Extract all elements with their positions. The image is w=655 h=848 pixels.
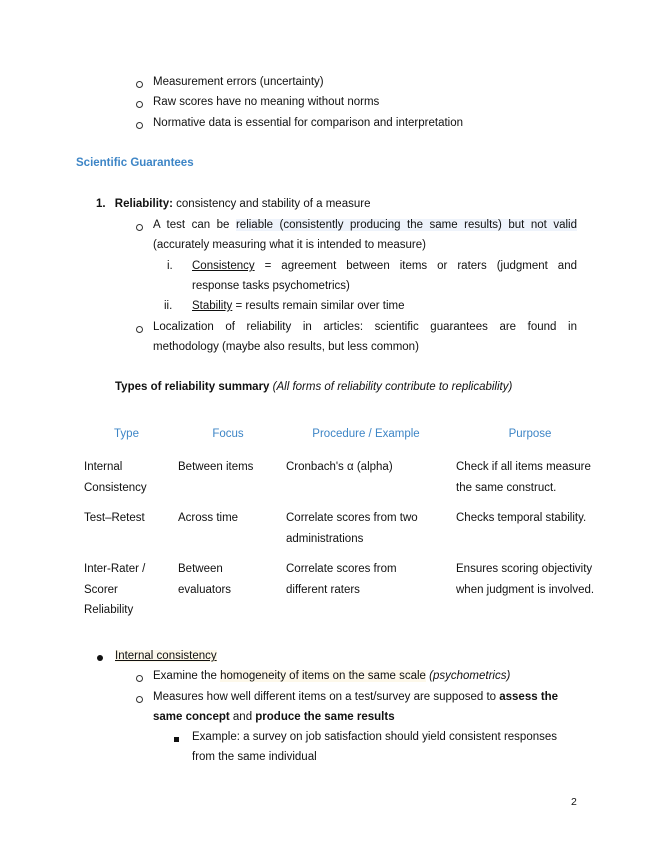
stability-term: Stability — [192, 300, 233, 312]
table-row: Inter-Rater / Scorer Reliability — [84, 563, 146, 616]
homogeneity-line: Examine the homogeneity of items on the same scale (psychometrics) — [153, 670, 511, 682]
table-cell-purpose: Checks temporal stability. — [456, 512, 587, 524]
example-line-1: Example: a survey on job satisfaction should yield consistent responses — [192, 731, 558, 743]
reliable-line-1: A test can be reliable (consistently producing the same results) but not valid — [153, 219, 578, 231]
table-header-purpose: Purpose — [508, 428, 552, 440]
list-number: 1. — [96, 198, 106, 210]
table-cell-purpose: Ensures scoring objectivity when judgment is involved. — [456, 563, 595, 596]
top-bullet-3: Normative data is essential for comparison and interpretation — [153, 117, 464, 129]
bullet-circle-icon — [136, 696, 143, 703]
bullet-circle-icon — [136, 122, 143, 129]
table-cell-procedure: Correlate scores from two administrations — [286, 512, 418, 545]
roman-num-ii: ii. — [164, 300, 173, 312]
top-bullet-2: Raw scores have no meaning without norms — [153, 96, 380, 108]
table-cell-focus: Between items — [178, 461, 254, 473]
page-number: 2 — [571, 796, 577, 808]
example-line-2: from the same individual — [192, 751, 317, 763]
section-heading: Scientific Guarantees — [76, 157, 194, 169]
localization-line-1: Localization of reliability in articles: scientific guarantees are found in — [153, 321, 577, 333]
reliability-desc: consistency and stability of a measure — [172, 198, 371, 210]
localization-line-2: methodology (maybe also results, but less common) — [153, 341, 419, 353]
bullet-circle-icon — [136, 101, 143, 108]
consistency-line-1: Consistency = agreement between items or raters (judgment and — [192, 260, 577, 272]
bullet-circle-icon — [136, 224, 143, 231]
reliability-term: Reliability: — [114, 198, 173, 210]
bullet-square-icon — [174, 737, 179, 742]
table-row: Internal Consistency — [84, 461, 147, 494]
table-cell-purpose: Check if all items measure the same construct. — [456, 461, 591, 494]
homogeneity-highlight: homogeneity of items on the same scale — [220, 670, 426, 682]
table-header-procedure: Procedure / Example — [312, 428, 420, 440]
bullet-circle-icon — [136, 675, 143, 682]
consistency-line-2: response tasks psychometrics) — [192, 280, 350, 292]
reliable-highlight: reliable (consistently producing the same results) but not valid — [235, 219, 578, 231]
top-bullet-1: Measurement errors (uncertainty) — [153, 76, 324, 88]
measures-line-2: same concept and produce the same results — [153, 711, 395, 723]
measures-line-1: Measures how well different items on a test/survey are supposed to assess the — [153, 691, 559, 703]
bullet-dot-icon — [97, 655, 103, 661]
internal-consistency-label: Internal consistency — [115, 650, 217, 662]
table-header-focus: Focus — [212, 428, 244, 440]
stability-line: Stability = results remain similar over time — [192, 300, 405, 312]
roman-num-i: i. — [167, 260, 173, 272]
table-cell-focus: Between evaluators — [178, 563, 232, 596]
consistency-term: Consistency — [192, 260, 255, 272]
reliability-item — [96, 198, 370, 210]
reliable-line-2: (accurately measuring what it is intended to measure) — [153, 239, 426, 251]
table-cell-focus: Across time — [178, 512, 239, 524]
table-header-type: Type — [114, 428, 139, 440]
table-title: Types of reliability summary (All forms of reliability contribute to replicability) — [115, 381, 513, 393]
table-row: Test–Retest — [84, 512, 145, 524]
table-cell-procedure: Correlate scores from different raters — [286, 563, 397, 596]
bullet-circle-icon — [136, 326, 143, 333]
table-cell-procedure: Cronbach's α (alpha) — [286, 461, 393, 473]
bullet-circle-icon — [136, 81, 143, 88]
